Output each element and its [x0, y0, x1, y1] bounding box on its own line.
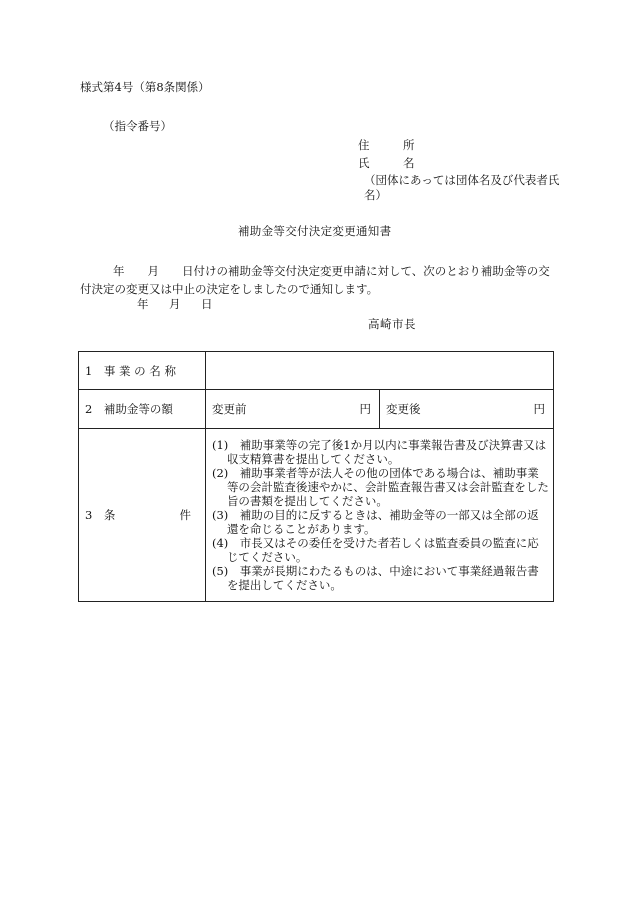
conditions-cell: [206, 429, 554, 602]
condition-item: (5) 事業が長期にわたるものは、中途において事業経過報告書を提出してください。: [212, 564, 539, 592]
document-title: 補助金等交付決定変更通知書: [238, 224, 392, 238]
condition-item: (3) 補助の目的に反するときは、補助金等の一部又は全部の返還を命じることがあります。: [212, 508, 539, 536]
address-label: 住 所: [358, 138, 426, 152]
date-day: 日: [201, 297, 213, 311]
grant-table: [78, 351, 554, 602]
amount-after-cell: [380, 390, 554, 429]
body-text: 年 月 日付けの補助金等交付決定変更申請に対して、次のとおり補助金等の交付決定の変更又は中止の決定をしましたので通知します。: [80, 264, 550, 296]
grant-amount-label-text: 2 補助金等の額: [85, 402, 173, 416]
date-year: 年: [137, 297, 149, 311]
date-line: [80, 299, 213, 311]
condition-item: (1) 補助事業等の完了後1か月以内に事業報告書及び決算書又は収支精算書を提出してください。: [212, 438, 547, 466]
grant-amount-label: [79, 390, 206, 429]
directive-number: （指令番号）: [103, 119, 172, 133]
conditions-label-num: 3 条: [85, 508, 116, 522]
amount-after-unit: 円: [533, 402, 545, 416]
conditions-label: [79, 429, 206, 602]
amount-after-label: 変更後: [386, 402, 421, 416]
conditions-label-end: 件: [179, 508, 191, 522]
project-name-value: [206, 352, 554, 390]
condition-item: (4) 市長又はその委任を受けた者若しくは監査委員の監査に応じてください。: [212, 536, 539, 564]
condition-item: (2) 補助事業者等が法人その他の団体である場合は、補助事業等の会計監査後速やかに、会計監査報告書又は会計監査をした旨の書類を提出してください。: [212, 466, 549, 508]
signer: 高崎市長: [368, 317, 416, 331]
project-name-label: [79, 352, 206, 390]
name-note: （団体にあっては団体名及び代表者氏名）: [364, 173, 560, 202]
amount-before-unit: 円: [359, 402, 371, 416]
conditions-list: [206, 435, 553, 595]
name-label: 氏 名: [358, 156, 426, 170]
form-number: 様式第4号（第8条関係）: [80, 80, 210, 94]
table-row: [79, 390, 554, 429]
table-row: [79, 429, 554, 602]
project-name-label-text: 1 事 業 の 名 称: [85, 363, 176, 378]
amount-before-cell: [206, 390, 380, 429]
amount-before-label: 変更前: [212, 402, 247, 416]
table-row: [79, 352, 554, 390]
date-month: 月: [169, 297, 181, 311]
